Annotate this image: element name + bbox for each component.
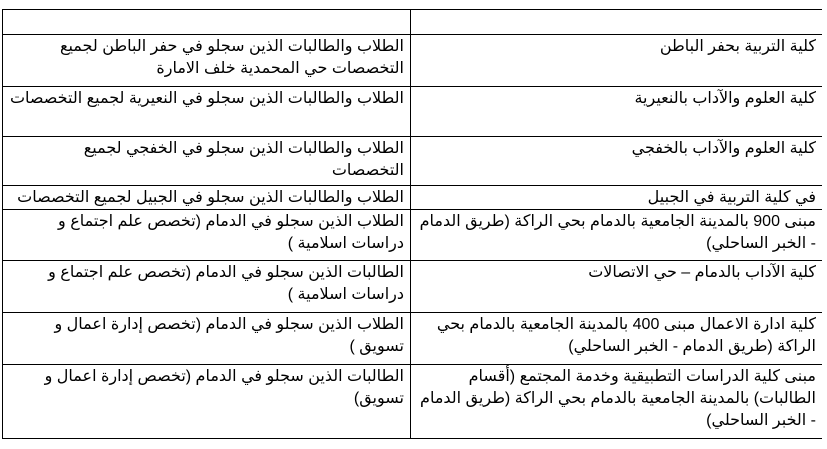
description-cell: الطلاب والطالبات الذين سجلو في الخفجي لجميع التخصصات <box>3 137 411 186</box>
table-row <box>3 137 823 186</box>
table-header-row <box>3 10 823 35</box>
college-cell: مبنى 900 بالمدينة الجامعية بالدمام بحي الراكة (طريق الدمام - الخبر الساحلي) <box>411 210 823 261</box>
description-cell: الطلاب والطالبات الذين سجلو في حفر الباطن لجميع التخصصات حي المحمدية خلف الامارة <box>3 35 411 87</box>
header-cell-college <box>411 10 823 35</box>
college-locations-table <box>2 9 822 439</box>
college-cell: كلية العلوم والآداب بالخفجي <box>411 137 823 186</box>
table-row <box>3 365 823 439</box>
table-row <box>3 186 823 210</box>
table-row <box>3 35 823 87</box>
table-row <box>3 261 823 313</box>
college-cell: كلية الآداب بالدمام – حي الاتصالات <box>411 261 823 313</box>
table-row <box>3 87 823 137</box>
description-cell: الطلاب والطالبات الذين سجلو في الجبيل لجميع التخصصات <box>3 186 411 210</box>
locations-table-container <box>2 9 822 449</box>
description-cell: الطلاب الذين سجلو في الدمام (تخصص إدارة اعمال و تسويق ) <box>3 313 411 365</box>
table-row <box>3 313 823 365</box>
description-cell: الطلاب والطالبات الذين سجلو في النعيرية لجميع التخصصات <box>3 87 411 137</box>
description-cell: الطلاب الذين سجلو في الدمام (تخصص علم اجتماع و دراسات اسلامية ) <box>3 210 411 261</box>
table-row <box>3 210 823 261</box>
header-cell-description <box>3 10 411 35</box>
description-cell: الطالبات الذين سجلو في الدمام (تخصص إدارة اعمال و تسويق) <box>3 365 411 439</box>
college-cell: في كلية التربية في الجبيل <box>411 186 823 210</box>
description-cell: الطالبات الذين سجلو في الدمام (تخصص علم اجتماع و دراسات اسلامية ) <box>3 261 411 313</box>
college-cell: كلية التربية بحفر الباطن <box>411 35 823 87</box>
college-cell: كلية ادارة الاعمال مبنى 400 بالمدينة الجامعية بالدمام بحي الراكة (طريق الدمام - الخبر الساحلي) <box>411 313 823 365</box>
college-cell: مبنى كلية الدراسات التطبيقية وخدمة المجتمع (أقسام الطالبات) بالمدينة الجامعية بالدمام بحي الراكة (طريق الدمام - الخبر الساحلي) <box>411 365 823 439</box>
college-cell: كلية العلوم والآداب بالنعيرية <box>411 87 823 137</box>
